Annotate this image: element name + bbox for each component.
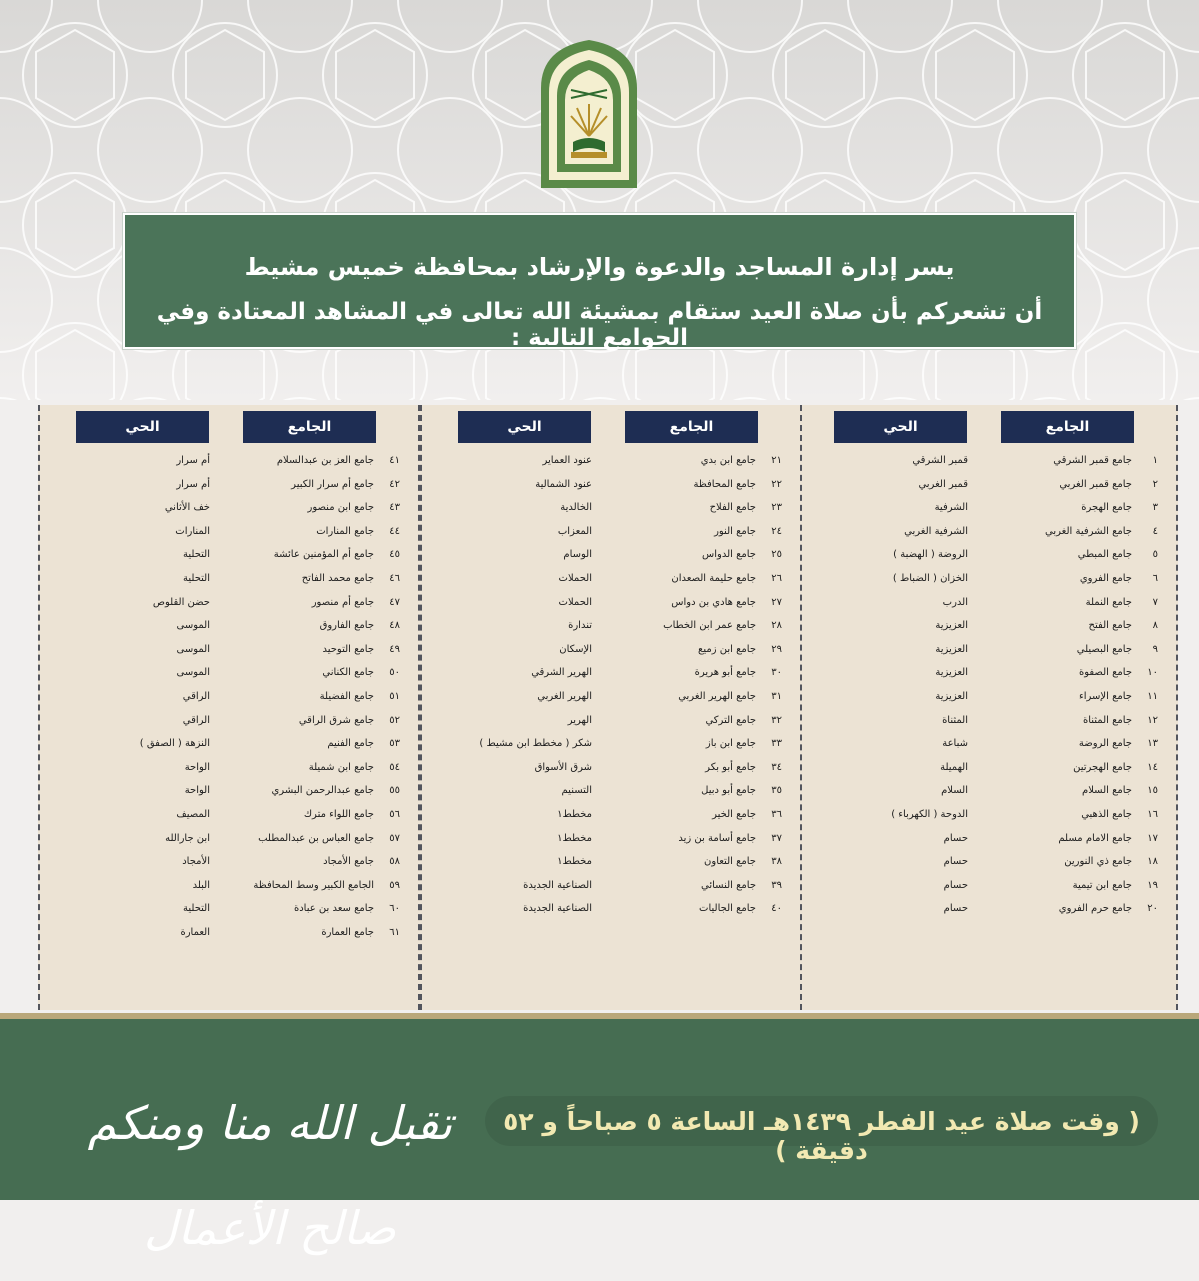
mosque-name: جامع أم المؤمنين عائشة: [273, 549, 374, 561]
table-row: [40, 497, 418, 521]
row-number: ٥٠: [389, 667, 400, 679]
mosque-name: جامع النور: [714, 525, 756, 537]
row-number: ٣: [1152, 502, 1158, 514]
table-row: [422, 615, 800, 639]
mosque-name: جامع أبو بكر: [705, 761, 756, 773]
table-row: [40, 474, 418, 498]
row-number: ٣٩: [771, 879, 782, 891]
neighborhood-name: الهرير الغربي: [537, 690, 592, 702]
mosque-name: جامع ذي النورين: [1064, 856, 1132, 868]
neighborhood-name: خف الأثاني: [164, 502, 210, 514]
row-number: ٥٧: [389, 832, 400, 844]
row-number: ٢٧: [771, 596, 782, 608]
table-row: [422, 662, 800, 686]
header-mosque: الجامع: [625, 411, 758, 443]
table-row: [798, 851, 1176, 875]
row-number: ٥٥: [389, 785, 400, 797]
row-number: ٥٩: [389, 879, 400, 891]
table-row: [798, 804, 1176, 828]
mosque-name: جامع الإسراء: [1079, 690, 1132, 702]
table-row: [40, 521, 418, 545]
row-number: ١٨: [1147, 856, 1158, 868]
table-row: [422, 898, 800, 922]
row-number: ٤٤: [389, 525, 400, 537]
row-number: ٤٩: [389, 643, 400, 655]
row-number: ٢٨: [771, 620, 782, 632]
table-row: [40, 592, 418, 616]
table-row: [422, 710, 800, 734]
mosque-name: جامع سعد بن عبادة: [293, 903, 374, 915]
mosque-name: جامع ابن زميع: [698, 643, 756, 655]
mosque-name: جامع الفتح: [1088, 620, 1132, 632]
table-row: [40, 568, 418, 592]
mosque-name: جامع شرق الراقي: [298, 714, 374, 726]
banner-line-2: أن تشعركم بأن صلاة العيد ستقام بمشيئة الله تعالى في المشاهد المعتادة وفي الجوامع التالية :: [156, 299, 1043, 351]
mosque-name: جامع ابن باز: [705, 738, 756, 750]
row-number: ٣٣: [771, 738, 782, 750]
neighborhood-name: قمبر الغربي: [918, 478, 968, 490]
neighborhood-name: الصناعية الجديدة: [523, 879, 592, 891]
row-number: ٢٠: [1147, 903, 1158, 915]
mosque-name: جامع الجاليات: [699, 903, 756, 915]
table-row: [422, 592, 800, 616]
prayer-time-box: [485, 1096, 1158, 1165]
table-row: [798, 733, 1176, 757]
table-row: [798, 828, 1176, 852]
row-number: ٥٦: [389, 808, 400, 820]
table-row: [422, 851, 800, 875]
row-number: ٨: [1152, 620, 1158, 632]
mosque-name: جامع أبو دبيل: [701, 785, 756, 797]
neighborhood-name: الحملات: [558, 596, 592, 608]
table-row: [40, 804, 418, 828]
header-mosque: الجامع: [1001, 411, 1134, 443]
row-number: ٤: [1152, 525, 1158, 537]
table-row: [40, 733, 418, 757]
row-number: ٢٣: [771, 502, 782, 514]
mosque-name: جامع عبدالرحمن البشري: [271, 785, 374, 797]
prayer-time-text: ( وقت صلاة عيد الفطر ١٤٣٩هـ الساعة ٥ صباحاً و ٥٢ دقيقة ): [503, 1107, 1140, 1165]
row-number: ٢٥: [771, 549, 782, 561]
mosque-name: جامع المثناة: [1082, 714, 1132, 726]
table-row: [798, 497, 1176, 521]
table-row: [40, 757, 418, 781]
row-number: ٦١: [389, 926, 400, 938]
row-number: ٢٩: [771, 643, 782, 655]
announcement-banner: [123, 213, 1076, 349]
row-number: ٢٢: [771, 478, 782, 490]
table-row: [422, 733, 800, 757]
mosque-name: جامع البصيلي: [1076, 643, 1132, 655]
mosque-name: جامع الفروي: [1079, 572, 1132, 584]
mosque-name: جامع قمبر الغربي: [1059, 478, 1132, 490]
mosque-column-2: [420, 405, 802, 1010]
mosque-name: جامع الصفوة: [1078, 667, 1132, 679]
row-number: ٥٤: [389, 761, 400, 773]
mosque-name: جامع المبطي: [1077, 549, 1132, 561]
neighborhood-name: حسام: [943, 832, 968, 844]
row-number: ٢: [1152, 478, 1158, 490]
mosque-name: جامع الامام مسلم: [1058, 832, 1132, 844]
row-number: ٣١: [771, 690, 782, 702]
mosque-name: جامع الفنيم: [327, 738, 374, 750]
mosque-name: جامع العباس بن عبدالمطلب: [258, 832, 374, 844]
neighborhood-name: العزيزية: [935, 620, 968, 632]
neighborhood-name: الدرب: [942, 596, 968, 608]
row-number: ١٦: [1147, 808, 1158, 820]
row-number: ٤٨: [389, 620, 400, 632]
neighborhood-name: التحلية: [183, 572, 210, 584]
footer-gold-band: [0, 1013, 1199, 1019]
table-row: [798, 875, 1176, 899]
table-row: [798, 521, 1176, 545]
table-row: [798, 710, 1176, 734]
neighborhood-name: الراقي: [182, 690, 210, 702]
mosque-name: جامع ابن شميلة: [308, 761, 374, 773]
neighborhood-name: شكر ( مخطط ابن مشيط ): [479, 738, 592, 750]
mosque-name: جامع حليمة الصعدان: [671, 572, 756, 584]
mosque-name: جامع الخير: [712, 808, 756, 820]
mosque-list: [798, 450, 1176, 922]
mosque-name: جامع الأمجاد: [323, 856, 374, 868]
table-row: [422, 828, 800, 852]
table-row: [798, 639, 1176, 663]
row-number: ٢٤: [771, 525, 782, 537]
neighborhood-name: الموسى: [176, 620, 210, 632]
mosque-name: جامع الهرير الغربي: [678, 690, 756, 702]
table-row: [40, 544, 418, 568]
mosque-name: جامع حرم الفروي: [1058, 903, 1132, 915]
neighborhood-name: الحملات: [558, 572, 592, 584]
row-number: ٢٦: [771, 572, 782, 584]
mosque-name: جامع العز بن عبدالسلام: [276, 455, 374, 466]
neighborhood-name: عنود العماير: [542, 455, 592, 466]
neighborhood-name: ابن جارالله: [165, 832, 210, 844]
row-number: ٦: [1152, 572, 1158, 584]
mosque-name: جامع أم منصور: [311, 596, 374, 608]
row-number: ٢١: [771, 455, 782, 466]
neighborhood-name: الوسام: [563, 549, 592, 561]
mosque-name: جامع هادي بن دواس: [671, 596, 756, 608]
row-number: ١١: [1147, 690, 1158, 702]
table-row: [40, 828, 418, 852]
neighborhood-name: الواحة: [184, 785, 210, 797]
table-row: [422, 521, 800, 545]
table-row: [798, 662, 1176, 686]
row-number: ١٤: [1147, 761, 1158, 773]
footer: [0, 1013, 1199, 1255]
header-neighborhood: الحي: [458, 411, 591, 443]
mosque-name: جامع النملة: [1085, 596, 1132, 608]
mosque-name: جامع المحافظة: [693, 478, 756, 490]
mosque-name: جامع الروضة: [1078, 738, 1132, 750]
row-number: ١٥: [1147, 785, 1158, 797]
neighborhood-name: العزيزية: [935, 690, 968, 702]
mosque-list: [422, 450, 800, 922]
row-number: ١٢: [1147, 714, 1158, 726]
row-number: ٣٥: [771, 785, 782, 797]
table-row: [798, 898, 1176, 922]
row-number: ٣٤: [771, 761, 782, 773]
table-row: [422, 544, 800, 568]
neighborhood-name: التحلية: [183, 903, 210, 915]
neighborhood-name: عنود الشمالية: [535, 478, 592, 490]
neighborhood-name: التحلية: [183, 549, 210, 561]
table-row: [798, 615, 1176, 639]
table-row: [798, 544, 1176, 568]
row-number: ١٧: [1147, 832, 1158, 844]
header-neighborhood: الحي: [834, 411, 967, 443]
neighborhood-name: شباعة: [942, 738, 968, 750]
mosque-name: جامع الفاروق: [319, 620, 374, 632]
table-row: [40, 780, 418, 804]
neighborhood-name: المنارات: [175, 525, 210, 537]
neighborhood-name: شرق الأسواق: [534, 761, 592, 773]
mosque-name: جامع الفلاح: [709, 502, 756, 514]
neighborhood-name: الروضة ( الهضبة ): [893, 549, 968, 561]
neighborhood-name: الشرفية الغربي: [904, 525, 968, 537]
table-row: [798, 568, 1176, 592]
table-row: [40, 875, 418, 899]
table-row: [40, 615, 418, 639]
table-row: [40, 450, 418, 474]
mosque-name: جامع اللواء مترك: [303, 808, 374, 820]
neighborhood-name: المصيف: [176, 808, 210, 820]
neighborhood-name: البلد: [192, 879, 210, 891]
row-number: ٤٦: [389, 572, 400, 584]
table-row: [40, 639, 418, 663]
mosque-list: [40, 450, 418, 945]
neighborhood-name: العزيزية: [935, 643, 968, 655]
row-number: ٥: [1152, 549, 1158, 561]
neighborhood-name: الموسى: [176, 667, 210, 679]
neighborhood-name: العزيزية: [935, 667, 968, 679]
neighborhood-name: حسام: [943, 856, 968, 868]
table-row: [798, 592, 1176, 616]
mosque-name: جامع النسائي: [700, 879, 756, 891]
neighborhood-name: الصناعية الجديدة: [523, 903, 592, 915]
neighborhood-name: الشرفية: [934, 502, 968, 514]
row-number: ١: [1152, 455, 1158, 466]
table-row: [798, 780, 1176, 804]
neighborhood-name: حسام: [943, 903, 968, 915]
mosque-name: جامع أسامة بن زيد: [678, 832, 756, 844]
mosque-name: جامع الهجرتين: [1073, 761, 1132, 773]
row-number: ٧: [1152, 596, 1158, 608]
mosque-name: جامع ابن بدي: [700, 455, 756, 466]
neighborhood-name: أم سرار: [176, 455, 210, 466]
table-row: [422, 804, 800, 828]
table-row: [798, 757, 1176, 781]
neighborhood-name: العمارة: [180, 926, 210, 938]
banner-line-1: يسر إدارة المساجد والدعوة والإرشاد بمحافظة خميس مشيط: [244, 253, 955, 281]
row-number: ٤١: [389, 455, 400, 466]
neighborhood-name: قمبر الشرقي: [912, 455, 968, 466]
mosque-name: جامع الشرفية الغربي: [1045, 525, 1132, 537]
row-number: ٤٧: [389, 596, 400, 608]
neighborhood-name: المثناة: [942, 714, 968, 726]
row-number: ١٠: [1147, 667, 1158, 679]
table-row: [40, 710, 418, 734]
neighborhood-name: الموسى: [176, 643, 210, 655]
row-number: ٤٢: [389, 478, 400, 490]
neighborhood-name: حضن القلوص: [152, 596, 210, 608]
mosque-name: جامع التعاون: [704, 856, 756, 868]
row-number: ٣٦: [771, 808, 782, 820]
table-row: [422, 686, 800, 710]
ministry-logo: [535, 38, 643, 188]
row-number: ٣٠: [771, 667, 782, 679]
table-row: [40, 662, 418, 686]
neighborhood-name: الراقي: [182, 714, 210, 726]
row-number: ٣٢: [771, 714, 782, 726]
neighborhood-name: الأمجاد: [182, 856, 210, 868]
neighborhood-name: مخطط١: [557, 808, 592, 820]
header-neighborhood: الحي: [76, 411, 209, 443]
mosque-name: جامع العمارة: [321, 926, 374, 938]
mosque-name: جامع عمر ابن الخطاب: [663, 620, 756, 632]
row-number: ٤٠: [771, 903, 782, 915]
table-row: [422, 875, 800, 899]
table-row: [798, 686, 1176, 710]
mosque-name: جامع الهجرة: [1081, 502, 1132, 514]
mosque-name: جامع ابن منصور: [307, 502, 374, 514]
table-row: [422, 497, 800, 521]
neighborhood-name: الهرير الشرقي: [531, 667, 592, 679]
table-row: [40, 898, 418, 922]
neighborhood-name: الخزان ( الضباط ): [892, 572, 968, 584]
neighborhood-name: حسام: [943, 879, 968, 891]
table-row: [422, 568, 800, 592]
neighborhood-name: المعزاب: [557, 525, 592, 537]
neighborhood-name: مخطط١: [557, 832, 592, 844]
blessing-calligraphy: تقبل الله منا ومنكم صالح الأعمال: [87, 1096, 453, 1255]
mosque-name: جامع قمبر الشرقي: [1053, 455, 1132, 466]
mosque-name: جامع أبو هريرة: [694, 667, 756, 679]
neighborhood-name: النزهة ( الصفق ): [139, 738, 210, 750]
mosque-name: جامع محمد الفاتح: [301, 572, 374, 584]
mosque-name: جامع التركي: [705, 714, 756, 726]
row-number: ٣٧: [771, 832, 782, 844]
neighborhood-name: السلام: [941, 785, 968, 797]
row-number: ٣٨: [771, 856, 782, 868]
row-number: ٥١: [389, 690, 400, 702]
table-row: [798, 450, 1176, 474]
row-number: ٩: [1152, 643, 1158, 655]
table-row: [40, 686, 418, 710]
neighborhood-name: الدوحة ( الكهرباء ): [891, 808, 968, 820]
row-number: ١٣: [1147, 738, 1158, 750]
mosque-column-3: [38, 405, 420, 1010]
row-number: ٤٣: [389, 502, 400, 514]
table-row: [422, 757, 800, 781]
header-mosque: الجامع: [243, 411, 376, 443]
neighborhood-name: أم سرار: [176, 478, 210, 490]
mosque-name: جامع الفضيلة: [319, 690, 374, 702]
mosque-column-1: [796, 405, 1178, 1010]
mosque-name: جامع التوحيد: [322, 643, 374, 655]
table-row: [422, 639, 800, 663]
table-row: [40, 851, 418, 875]
neighborhood-name: مخطط١: [557, 856, 592, 868]
mosque-name: الجامع الكبير وسط المحافظة: [253, 879, 374, 891]
neighborhood-name: الهميلة: [940, 761, 968, 773]
table-row: [422, 474, 800, 498]
neighborhood-name: الواحة: [184, 761, 210, 773]
neighborhood-name: تندارة: [568, 620, 592, 632]
neighborhood-name: الخالدية: [560, 502, 592, 514]
table-row: [422, 450, 800, 474]
row-number: ٥٣: [389, 738, 400, 750]
mosque-name: جامع أم سرار الكبير: [291, 478, 374, 490]
mosque-name: جامع المنارات: [316, 525, 374, 537]
row-number: ٤٥: [389, 549, 400, 561]
table-row: [798, 474, 1176, 498]
mosque-name: جامع الدواس: [702, 549, 756, 561]
mosque-name: جامع السلام: [1082, 785, 1132, 797]
mosque-name: جامع ابن تيمية: [1072, 879, 1132, 891]
mosque-name: جامع الذهبي: [1081, 808, 1132, 820]
row-number: ٦٠: [389, 903, 400, 915]
neighborhood-name: الإسكان: [559, 643, 592, 655]
table-row: [422, 780, 800, 804]
neighborhood-name: الهرير: [567, 714, 592, 726]
row-number: ١٩: [1147, 879, 1158, 891]
row-number: ٥٨: [389, 856, 400, 868]
mosque-name: جامع الكناني: [322, 667, 374, 679]
row-number: ٥٢: [389, 714, 400, 726]
neighborhood-name: التسنيم: [561, 785, 592, 797]
table-row: [40, 922, 418, 946]
